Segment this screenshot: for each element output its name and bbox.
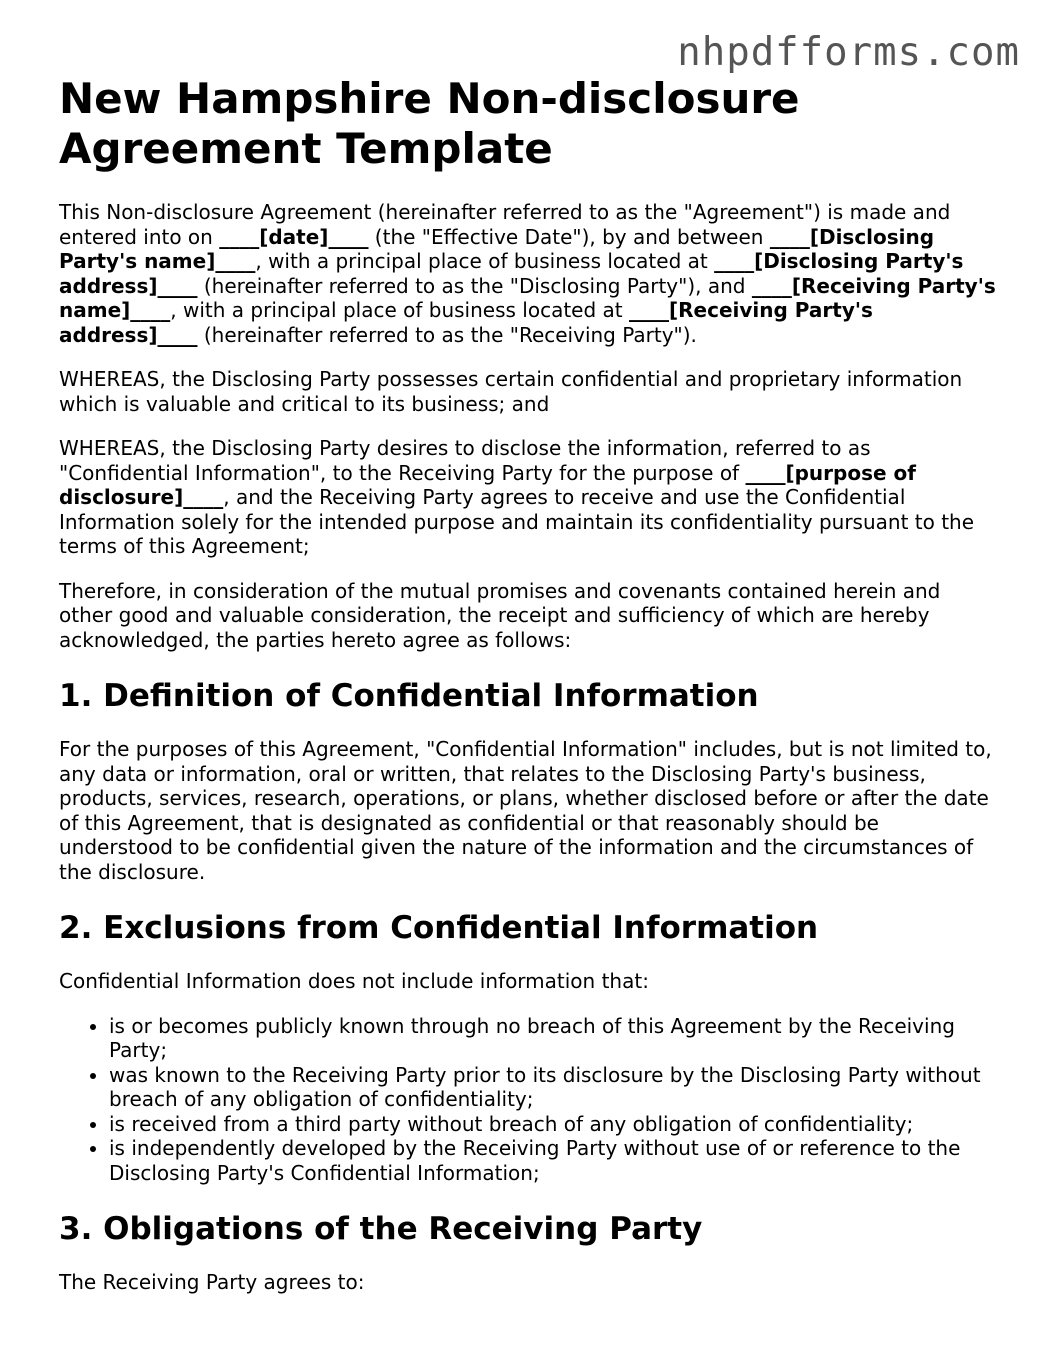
intro-text-5: , with a principal place of business located at [170, 298, 629, 322]
exclusions-list [59, 1014, 999, 1186]
section-2-heading: 2. Exclusions from Confidential Information [59, 910, 819, 946]
intro-text-2: (the "Effective Date"), by and between [368, 224, 770, 249]
list-item: • was known to the Receiving Party prior to its disclosure by the Disclosing Party without breach of any obligation of confidentiality; [109, 1063, 999, 1112]
date-placeholder: ____[date]____ [219, 224, 369, 249]
intro-text-1: This Non-disclosure Agreement (hereinafter referred to as the "Agreement") is made and entered into on [59, 200, 951, 249]
whereas-paragraph-2 [59, 436, 999, 559]
section-2-intro: Confidential Information does not include information that: [59, 969, 649, 993]
list-item: • is or becomes publicly known through no breach of this Agreement by the Receiving Party; [109, 1014, 999, 1063]
whereas-paragraph-1: WHEREAS, the Disclosing Party possesses certain confidential and proprietary information which is valuable and critical to its business; and [59, 367, 963, 416]
list-item: • is independently developed by the Receiving Party without use of or reference to the Disclosing Party's Confidential Information; [109, 1136, 999, 1185]
intro-paragraph [59, 200, 999, 347]
section-3-intro: The Receiving Party agrees to: [59, 1270, 365, 1294]
intro-text-3: , with a principal place of business located at [255, 249, 715, 273]
whereas2-text-1: WHEREAS, the Disclosing Party desires to disclose the information, referred to as "Confidential Information", to the Receiving Party for the purpose of [59, 436, 871, 485]
section-3-heading: 3. Obligations of the Receiving Party [59, 1211, 703, 1247]
intro-text-4: (hereinafter referred to as the "Disclosing Party"), and [197, 273, 752, 298]
therefore-paragraph: Therefore, in consideration of the mutual promises and covenants contained herein and other good and valuable consideration, the receipt and sufficiency of which are hereby acknowledged, the parties hereto agree as follows: [59, 578, 941, 652]
receiving-address-placeholder: ____[Receiving Party's address]____ [59, 298, 873, 347]
section-1-body: For the purposes of this Agreement, "Confidential Information" includes, but is not limited to, any data or information, oral or written, that relates to the Disclosing Party's business, products, services, research, operations, or plans, whether disclosed before or after the date of this Agreement, that is designated as confidential or that reasonably should be understood to be confidential given the nature of the information and the circumstances of the disclosure. [59, 737, 992, 884]
section-1-heading: 1. Definition of Confidential Information [59, 678, 759, 714]
document-title: New Hampshire Non-disclosure Agreement Template [59, 74, 800, 173]
site-watermark: nhpdfforms.com [677, 30, 1020, 75]
disclosing-address-placeholder: ____[Disclosing Party's address]____ [59, 249, 964, 298]
purpose-placeholder: ____[purpose of disclosure]____ [59, 460, 916, 509]
list-item: • is received from a third party without breach of any obligation of confidentiality; [109, 1112, 999, 1137]
intro-text-6: (hereinafter referred to as the "Receiving Party"). [197, 322, 697, 347]
disclosing-name-placeholder: ____[Disclosing Party's name]____ [59, 224, 935, 273]
whereas2-text-2: , and the Receiving Party agrees to receive and use the Confidential Information solely for the intended purpose and maintain its confidentiality pursuant to the terms of this Agreement; [59, 485, 975, 558]
document-page [59, 74, 999, 1315]
receiving-name-placeholder: ____[Receiving Party's name]____ [59, 273, 996, 322]
